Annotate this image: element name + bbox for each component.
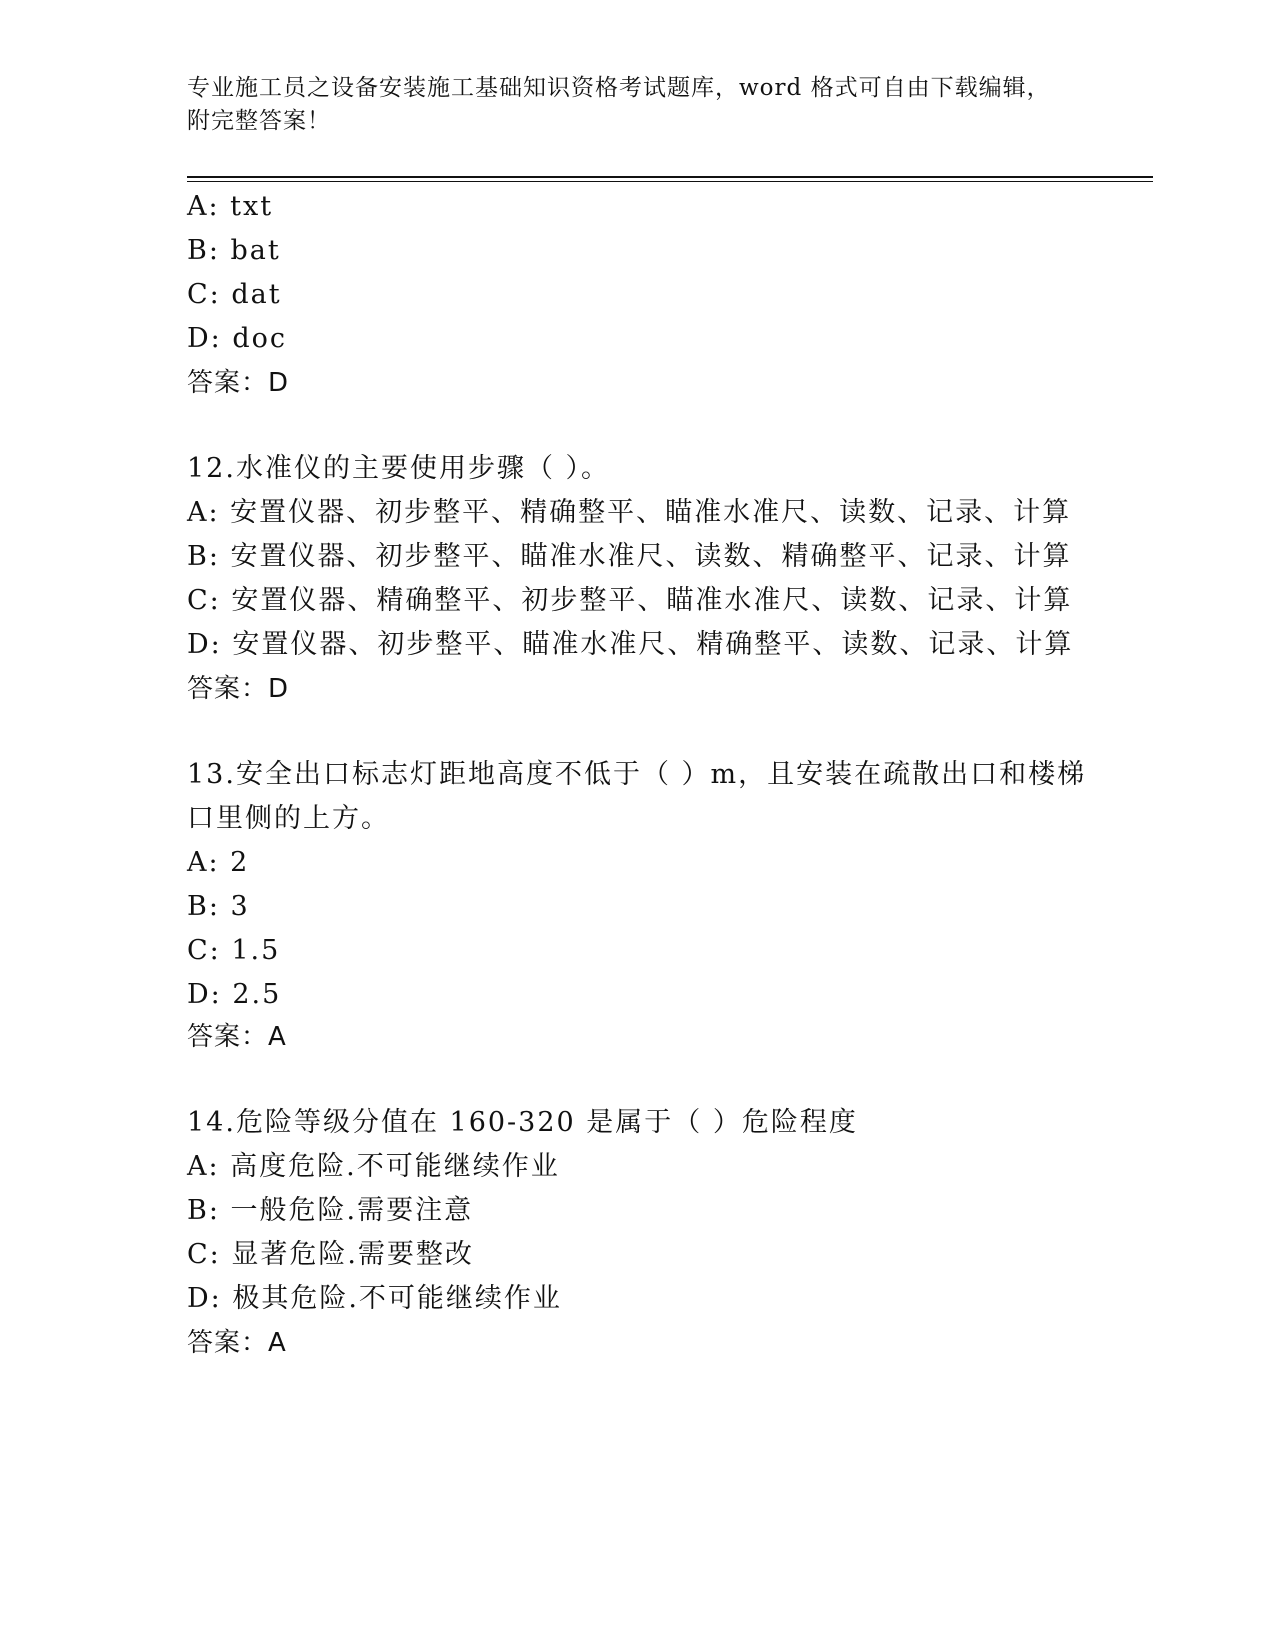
q14-stem: 14.危险等级分值在 160-320 是属于（ ）危险程度 [187,1107,858,1138]
q12-option-d: D: 安置仪器、初步整平、瞄准水准尺、精确整平、读数、记录、计算 [187,629,1074,660]
q13-option-a: A: 2 [187,847,250,878]
q13-stem-line-1: 13.安全出口标志灯距地高度不低于（ ）m，且安装在疏散出口和楼梯 [187,759,1087,790]
q13-answer: 答案：A [187,1022,287,1052]
q12-answer: 答案：D [187,674,290,704]
q11-answer: 答案：D [187,368,290,398]
q12-option-b: B: 安置仪器、初步整平、瞄准水准尺、读数、精确整平、记录、计算 [187,541,1072,572]
q13-stem-line-2: 口里侧的上方。 [187,803,390,834]
q12-option-c: C: 安置仪器、精确整平、初步整平、瞄准水准尺、读数、记录、计算 [187,585,1073,616]
q11-option-a: A: txt [187,191,274,222]
q14-option-a: A: 高度危险.不可能继续作业 [187,1151,560,1182]
q14-option-b: B: 一般危险.需要注意 [187,1195,474,1226]
header-divider-thin [187,181,1153,182]
q14-option-d: D: 极其危险.不可能继续作业 [187,1283,562,1314]
q13-option-c: C: 1.5 [187,935,281,966]
header-divider-thick [187,176,1153,178]
q14-answer: 答案：A [187,1328,287,1358]
q11-option-b: B: bat [187,235,281,266]
document-header [187,72,1067,138]
header-line-1: 专业施工员之设备安装施工基础知识资格考试题库，word 格式可自由下载编辑， [187,75,1051,101]
q13-option-d: D: 2.5 [187,979,282,1010]
q11-option-c: C: dat [187,279,282,310]
header-line-2: 附完整答案！ [187,108,331,134]
q12-stem: 12.水准仪的主要使用步骤（ ）。 [187,453,611,484]
q14-option-c: C: 显著危险.需要整改 [187,1239,474,1270]
q13-option-b: B: 3 [187,891,250,922]
q11-option-d: D: doc [187,323,287,354]
q12-option-a: A: 安置仪器、初步整平、精确整平、瞄准水准尺、读数、记录、计算 [187,497,1072,528]
